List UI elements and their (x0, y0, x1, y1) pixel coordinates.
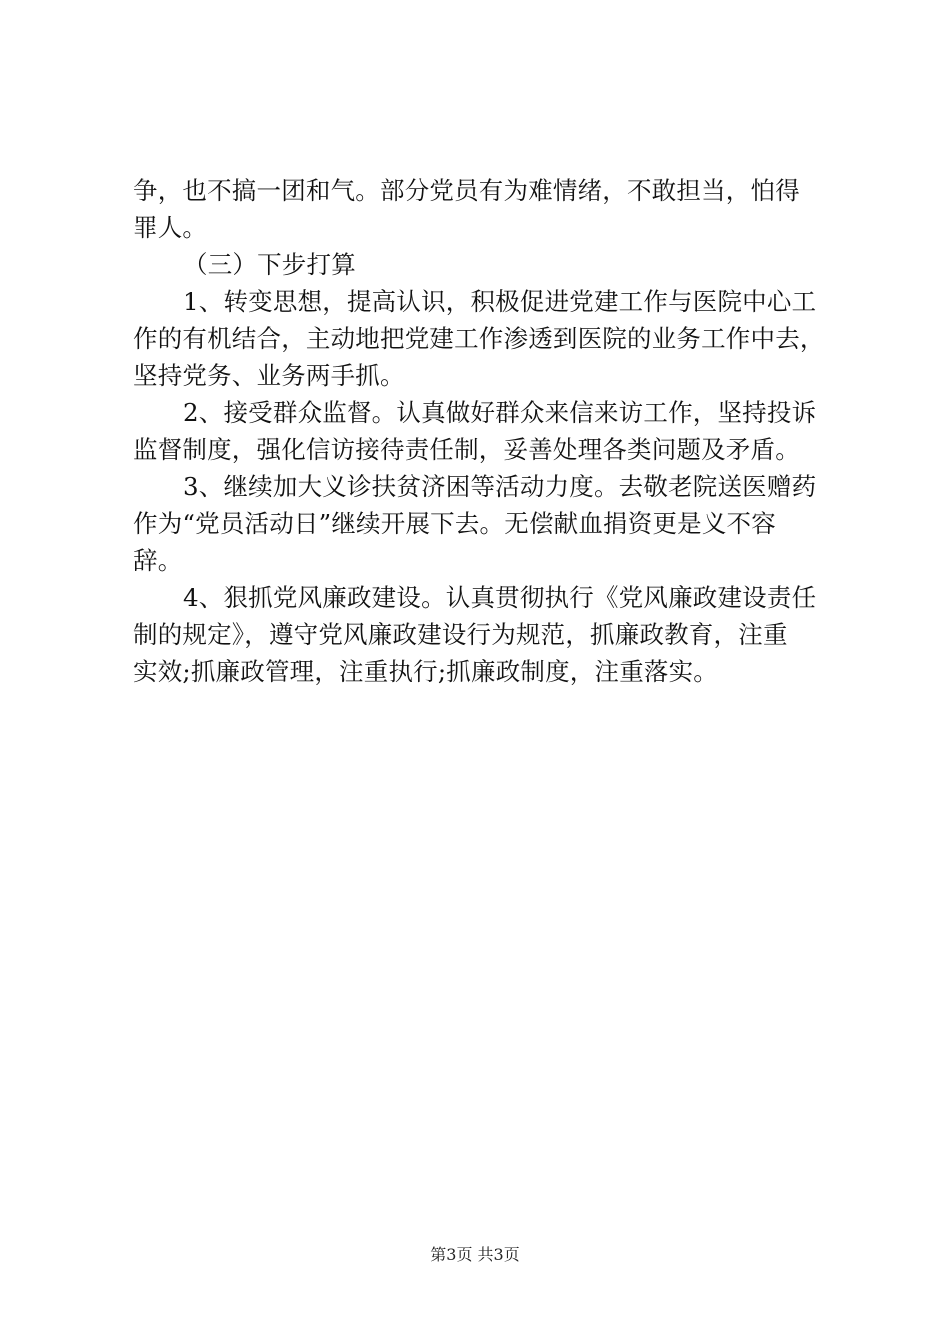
text-line: 作为“党员活动日”继续开展下去。无偿献血捐资更是义不容 (133, 509, 776, 538)
text-line: 1、转变思想，提高认识，积极促进党建工作与医院中心工 (183, 287, 817, 316)
text-line: 争，也不搞一团和气。部分党员有为难情绪，不敢担当，怕得 (133, 176, 800, 205)
document-body (133, 172, 835, 690)
text-line: 辞。 (133, 546, 183, 575)
text-line: 坚持党务、业务两手抓。 (133, 361, 405, 390)
text-line: 3、继续加大义诊扶贫济困等活动力度。去敬老院送医赠药 (183, 472, 817, 501)
page-footer: 第3页 共3页 (430, 1245, 520, 1264)
section-heading: （三）下步打算 (183, 250, 356, 279)
text-line: 罪人。 (133, 213, 208, 242)
text-line: 4、狠抓党风廉政建设。认真贯彻执行《党风廉政建设责任 (183, 583, 817, 612)
text-line: 作的有机结合，主动地把党建工作渗透到医院的业务工作中去， (133, 324, 825, 353)
text-line: 监督制度，强化信访接待责任制，妥善处理各类问题及矛盾。 (133, 435, 800, 464)
text-line: 实效;抓廉政管理，注重执行;抓廉政制度，注重落实。 (133, 657, 719, 686)
text-line: 2、接受群众监督。认真做好群众来信来访工作，坚持投诉 (183, 398, 817, 427)
text-line: 制的规定》，遵守党风廉政建设行为规范，抓廉政教育，注重 (133, 620, 788, 649)
